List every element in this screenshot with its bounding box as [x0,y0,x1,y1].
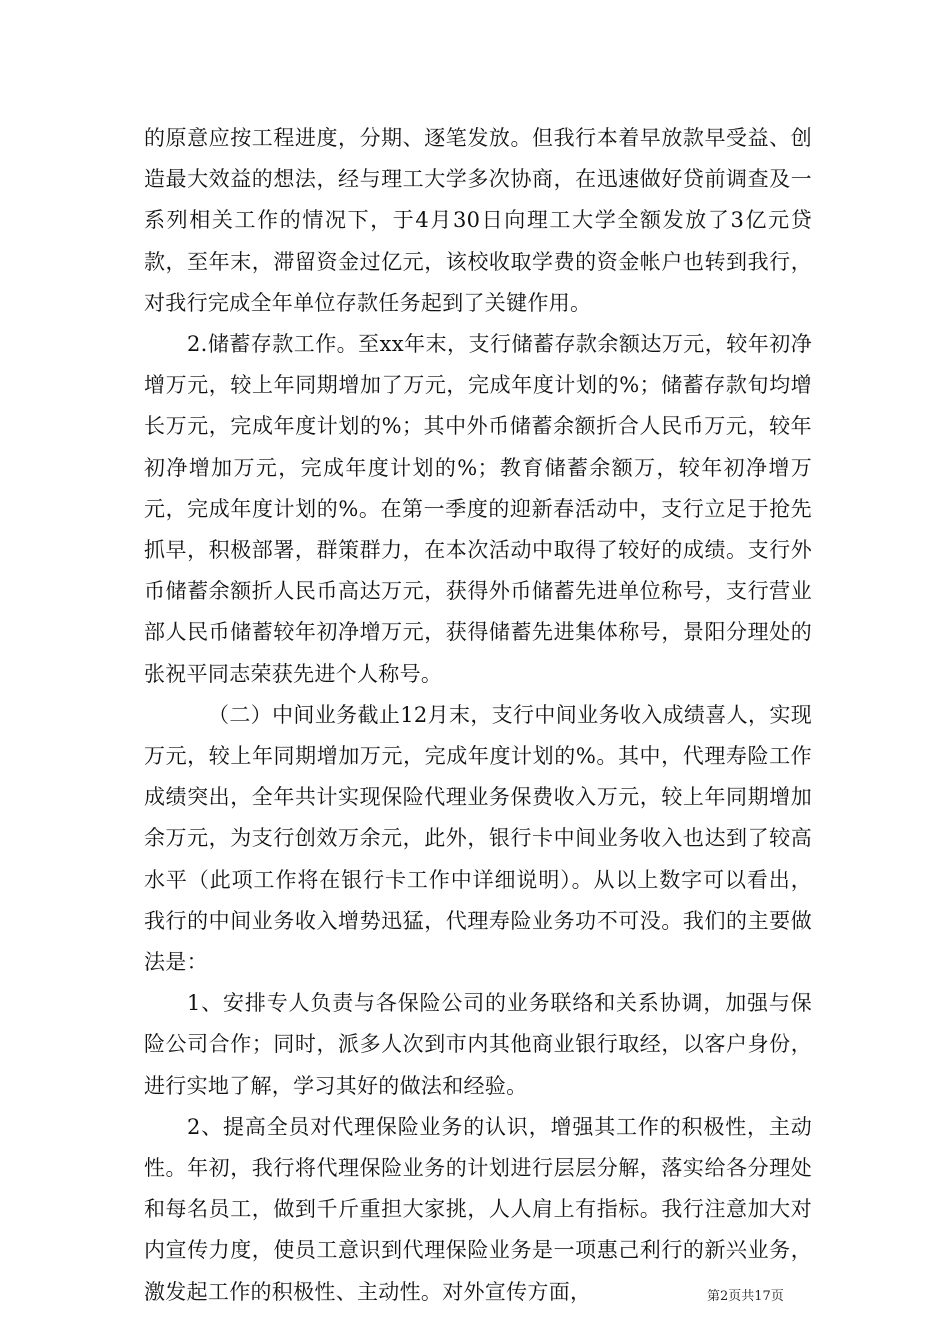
page-number: 第2页共17页 [707,1289,784,1304]
paragraph-savings-deposit: 2.储蓄存款工作。至xx年末，支行储蓄存款余额达万元，较年初净增万元，较上年同期增加了万元，完成年度计划的%；储蓄存款旬均增长万元，完成年度计划的%；其中外币储蓄余额折合人民币万元，较年初净增加万元，完成年度计划的%；教育储蓄余额万，较年初净增万元，完成年度计划的%。在第一季度的迎新春活动中，支行立足于抢先抓早，积极部署，群策群力，在本次活动中取得了较好的成绩。支行外币储蓄余额折人民币高达万元，获得外币储蓄先进单位称号，支行营业部人民币储蓄较年初净增万元，获得储蓄先进集体称号，景阳分理处的张祝平同志荣获先进个人称号。 [144,332,812,686]
paragraph-measure-2: 2、提高全员对代理保险业务的认识，增强其工作的积极性，主动性。年初，我行将代理保险业务的计划进行层层分解，落实给各分理处和每名员工，做到千斤重担大家挑，人人肩上有指标。我行注意加大对内宣传力度，使员工意识到代理保险业务是一项惠己利行的新兴业务，激发起工作的积极性、主动性。对外宣传方面， [144,1114,812,1304]
paragraph-measure-1: 1、安排专人负责与各保险公司的业务联络和关系协调，加强与保险公司合作；同时，派多人次到市内其他商业银行取经，以客户身份，进行实地了解，学习其好的做法和经验。 [144,991,812,1098]
document-body [144,118,812,1313]
paragraph-intermediary-business: （二）中间业务截止12月末，支行中间业务收入成绩喜人，实现万元，较上年同期增加万元，完成年度计划的%。其中，代理寿险工作成绩突出，全年共计实现保险代理业务保费收入万元，较上年同期增加余万元，为支行创效万余元，此外，银行卡中间业务收入也达到了较高水平（此项工作将在银行卡工作中详细说明）。从以上数字可以看出，我行的中间业务收入增势迅猛，代理寿险业务功不可没。我们的主要做法是： [144,702,812,975]
paragraph-project-loan: 的原意应按工程进度，分期、逐笔发放。但我行本着早放款早受益、创造最大效益的想法，经与理工大学多次协商，在迅速做好贷前调查及一系列相关工作的情况下，于4月30日向理工大学全额发放了3亿元贷款，至年末，滞留资金过亿元，该校收取学费的资金帐户也转到我行，对我行完成全年单位存款任务起到了关键作用。 [144,126,812,315]
